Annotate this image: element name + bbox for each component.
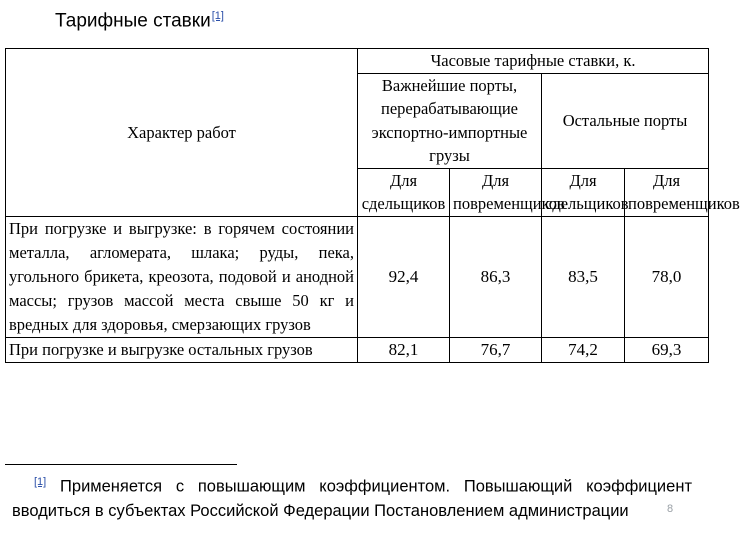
footnote-ref[interactable] <box>34 476 46 488</box>
header-other-ports: Остальные порты <box>542 73 709 168</box>
footnote-divider <box>5 464 237 465</box>
rate-cell: 92,4 <box>358 216 450 337</box>
rate-cell: 74,2 <box>542 337 625 362</box>
header-major-piece: Для сдельщиков <box>358 168 450 216</box>
page-title <box>55 10 224 32</box>
title-text: Тарифные ставки <box>55 10 211 32</box>
footnote-ref-link[interactable]: [1] <box>34 476 47 488</box>
header-hourly-rates: Часовые тарифные ставки, к. <box>358 49 709 74</box>
rate-cell: 78,0 <box>625 216 709 337</box>
footnote <box>12 470 692 523</box>
rate-cell: 82,1 <box>358 337 450 362</box>
rate-cell: 86,3 <box>450 216 542 337</box>
header-other-piece: Для сдельщиков <box>542 168 625 216</box>
title-footnote-link[interactable]: [1] <box>211 10 224 22</box>
header-work-type: Характер работ <box>6 49 358 217</box>
rate-cell: 69,3 <box>625 337 709 362</box>
header-major-ports: Важнейшие порты, перерабатывающие экспортно-импортные грузы <box>358 73 542 168</box>
table-row <box>6 216 709 337</box>
slide-number: 8 <box>667 503 674 515</box>
row-work-description: При погрузке и выгрузке: в горячем состоянии металла, агломерата, шлака; руды, пека, угольного брикета, креозота, подовой и анодной массы; грузов массой места свыше 50 кг и вредных для здоровья, смерзающих грузов <box>6 216 358 337</box>
header-row-1 <box>6 49 709 74</box>
header-major-time: Для повременщиков <box>450 168 542 216</box>
header-other-time: Для повременщиков <box>625 168 709 216</box>
tariff-rates-table <box>5 48 740 363</box>
table-row <box>6 337 709 362</box>
title-footnote-ref[interactable] <box>212 10 224 22</box>
row-work-description: При погрузке и выгрузке остальных грузов <box>6 337 358 362</box>
rate-cell: 76,7 <box>450 337 542 362</box>
footnote-text: Применяется с повышающим коэффициентом. Повышающий коэффициент вводиться в субъектах Российской Федерации Постановлением администрации <box>12 477 692 520</box>
rate-cell: 83,5 <box>542 216 625 337</box>
